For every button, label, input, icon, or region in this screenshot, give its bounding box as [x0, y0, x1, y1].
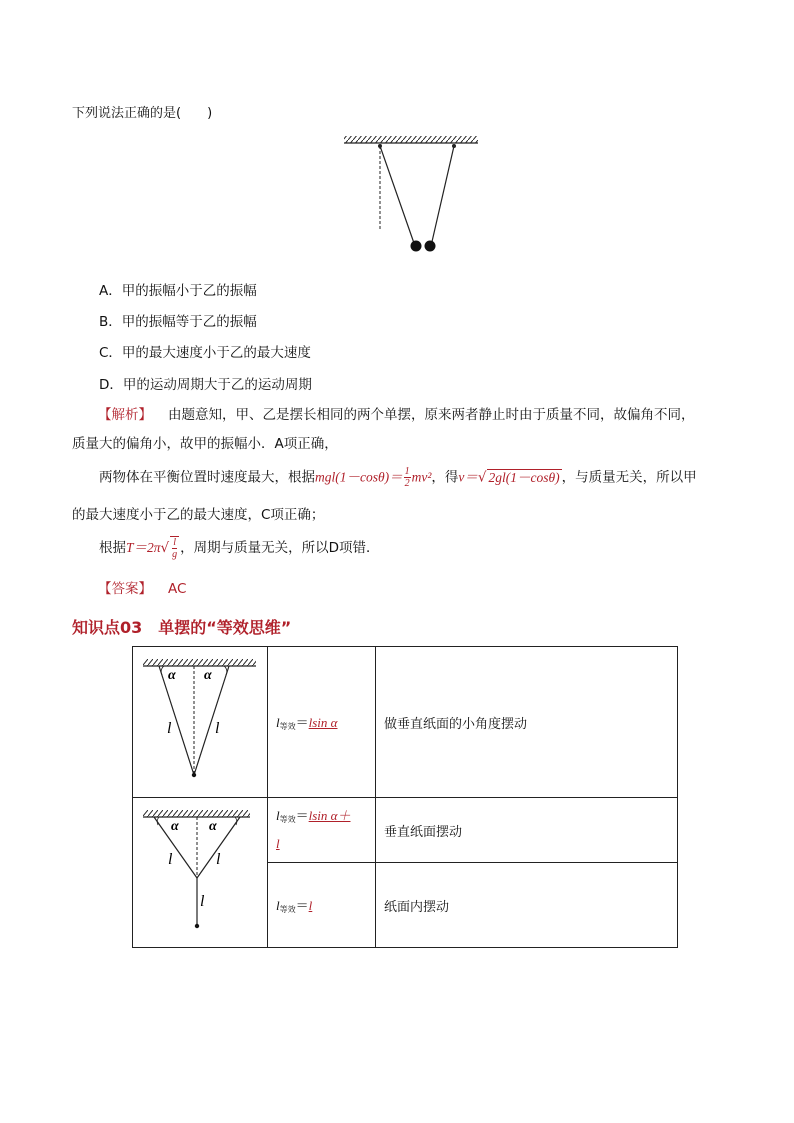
fraction-l: l	[173, 537, 177, 548]
analysis-tag: 【解析】	[98, 407, 152, 423]
fraction-num: 1	[404, 466, 410, 477]
formula-sub: 等效	[279, 814, 296, 824]
angle-arc-right	[224, 666, 227, 675]
analysis-text-1: 由题意知，甲、乙是摆长相同的两个单摆，原来两者静止时由于质量不同，故偏角不同，	[168, 407, 695, 423]
formula-kinetic: mv²	[411, 469, 432, 485]
diagram-v-pendulum	[133, 647, 267, 793]
answer-line	[98, 579, 186, 599]
ceiling-hatch	[143, 810, 250, 817]
bob-jia	[411, 241, 422, 252]
desc-cell-2: 垂直纸面摆动	[376, 798, 678, 863]
formula-sub: 等效	[279, 905, 296, 915]
formula-eq: ＝	[295, 808, 309, 824]
answer-value: AC	[168, 581, 187, 597]
answer-tag: 【答案】	[98, 581, 152, 597]
ceiling-hatch	[143, 659, 256, 666]
angle-arc-left	[161, 666, 164, 675]
formula-l: l	[276, 715, 280, 730]
question-stem: 下列说法正确的是( )	[72, 106, 213, 121]
length-label-left: l	[168, 851, 173, 868]
fraction-l-g	[170, 536, 179, 560]
fraction-g: g	[172, 549, 178, 560]
pivot-jia	[378, 144, 382, 148]
desc-cell-3: 纸面内摆动	[376, 863, 678, 948]
analysis-line-2: 质量大的偏角小，故甲的振幅小．A项正确，	[72, 436, 338, 452]
bob-yi	[425, 241, 436, 252]
analysis-text-3c: ，与质量无关，所以甲	[561, 469, 697, 486]
formula-v: v＝	[458, 469, 478, 485]
formula-l: l	[276, 898, 280, 914]
length-label-right: l	[215, 720, 220, 737]
alpha-label-left: α	[168, 668, 176, 683]
formula-radicand: 2gl(1－cosθ)	[488, 469, 560, 485]
option-a: A．甲的振幅小于乙的振幅	[99, 283, 257, 299]
sqrt-sign-2: √	[160, 540, 170, 556]
pendulum-figure	[338, 128, 482, 256]
formula-value: lsin α＋	[308, 807, 351, 823]
formula-value-2: l	[276, 835, 280, 851]
formula-eq: ＝	[295, 899, 309, 915]
option-b: B．甲的振幅等于乙的振幅	[99, 314, 257, 330]
formula-cell-1	[268, 647, 376, 798]
analysis-line-4: 的最大速度小于乙的最大速度，C项正确；	[72, 507, 325, 523]
formula-cell-3	[268, 863, 376, 948]
bob	[192, 773, 196, 777]
string-left	[159, 666, 194, 775]
analysis-text-3a: 两物体在平衡位置时速度最大，根据	[99, 469, 315, 486]
formula-value: l	[308, 898, 313, 914]
analysis-line-3	[99, 466, 697, 489]
analysis-line-1	[98, 405, 695, 425]
equivalent-length-table	[132, 646, 678, 948]
pivot-yi	[452, 144, 456, 148]
formula-cell-2	[268, 798, 376, 863]
fraction-den: 2	[404, 478, 410, 489]
formula-period: T＝2π	[126, 540, 161, 555]
option-d: D．甲的运动周期大于乙的运动周期	[99, 377, 312, 393]
table-row	[133, 798, 678, 863]
string-jia	[380, 146, 415, 246]
analysis-text-5a: 根据	[99, 540, 126, 556]
string-yi	[431, 146, 454, 246]
length-label-right: l	[216, 851, 221, 868]
formula-sub: 等效	[279, 722, 296, 731]
table-row	[133, 647, 678, 798]
formula-eq: ＝	[295, 716, 309, 731]
string-right	[197, 817, 240, 878]
formula-energy: mgl(1－cosθ)＝	[315, 469, 403, 485]
sqrt-sign: √	[477, 469, 487, 486]
alpha-label-right: α	[209, 819, 217, 834]
analysis-line-5	[99, 536, 380, 560]
diagram-cell-1	[133, 647, 268, 798]
ceiling-hatch	[344, 136, 478, 143]
length-label-lower: l	[200, 893, 205, 910]
formula-l: l	[276, 807, 280, 823]
bob	[195, 924, 199, 928]
formula-value: lsin α	[308, 715, 338, 730]
fraction-half	[404, 466, 411, 489]
option-c: C．甲的最大速度小于乙的最大速度	[99, 345, 311, 361]
desc-cell-1: 做垂直纸面的小角度摆动	[376, 647, 678, 798]
alpha-label-right: α	[204, 668, 212, 683]
diagram-cell-2	[133, 798, 268, 948]
diagram-y-pendulum	[133, 798, 267, 943]
length-label-left: l	[167, 720, 172, 737]
analysis-text-5b: ，周期与质量无关，所以D项错．	[180, 540, 380, 556]
analysis-text-3b: ，得	[431, 469, 459, 486]
section-title: 知识点03 单摆的“等效思维”	[72, 618, 292, 637]
alpha-label-left: α	[171, 819, 179, 834]
